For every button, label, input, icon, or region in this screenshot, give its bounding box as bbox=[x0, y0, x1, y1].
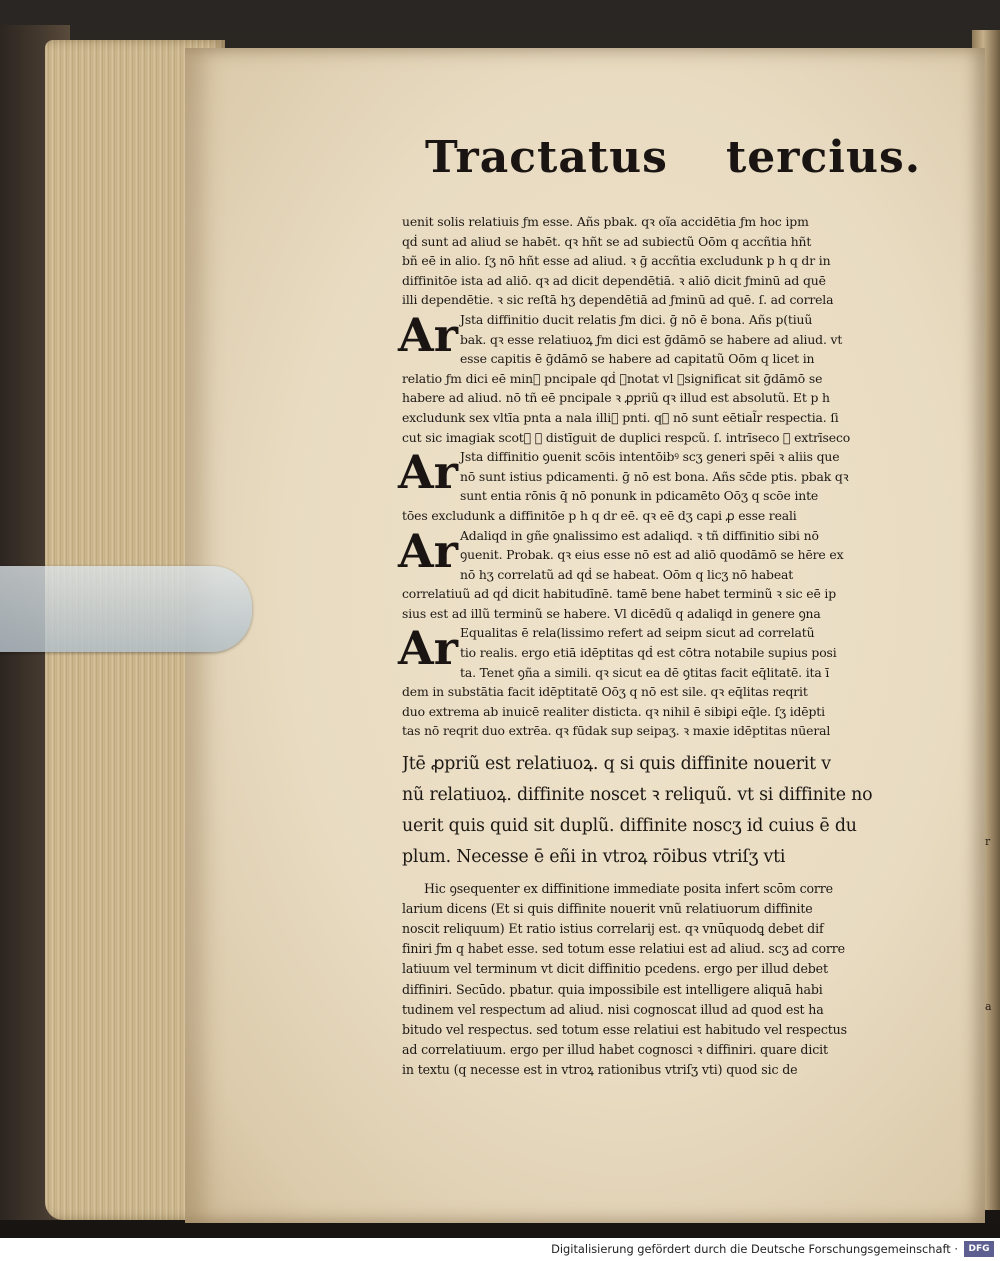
running-title-left: Tractatus bbox=[425, 132, 668, 183]
commentary-line: finiri ƒm q habet esse. sed totum esse relatiui est ad aliud. scʒ ad corre bbox=[402, 941, 845, 957]
dfg-logo-icon: DFG bbox=[964, 1241, 994, 1257]
text-line: diffinitōe ista ad aliō. qꝛ ad dicit dependētiā. ꝛ aliō dicit ƒminū ad quē bbox=[402, 272, 826, 288]
text-line: Adaliqd in gñe ꝯnalissimo est adaliqd. ꝛ tñ diffinitio sibi nō bbox=[460, 527, 819, 543]
text-line: dem in substātia facit idēptitatē Oōʒ q nō est sile. qꝛ eq̄litas reqrit bbox=[402, 684, 808, 700]
text-line: ta. Tenet ꝯña a simili. qꝛ sicut ea dē ꝯtitas facit eq̄litatē. ita ī bbox=[460, 664, 830, 680]
text-line: tōes excludunk a diffinitōe p h q dr eē. qꝛ eē dʒ capi ꝓ esse reali bbox=[402, 507, 797, 523]
text-line: excludunk sex vltīa pnta a nala illi᷑ pnti. qꝛ nō sunt eētial̃r respectia. ſi bbox=[402, 409, 839, 425]
text-line: correlatiuũ ad qḋ dicit habitudīnē. tamē bene habet terminũ ꝛ sic eē ip bbox=[402, 586, 837, 602]
text-line: cut sic imagiak scot᷑ ꝛ distīguit de duplici respcũ. ſ. intrīseco ꝛ extrīseco bbox=[402, 429, 851, 445]
text-line: illi dependētie. ꝛ sic reſtā hʒ dependētiā ad ƒminū ad quē. ſ. ad correla bbox=[402, 292, 834, 308]
commentary-line: ad correlatiuum. ergo per illud habet cognosci ꝛ diffiniri. quare dicit bbox=[402, 1041, 828, 1057]
text-line: qḋ sunt ad aliud se habēt. qꝛ hñt se ad subiectũ Oōm q accñtia hñt bbox=[402, 233, 812, 249]
initial-letter: Ar bbox=[398, 523, 458, 578]
commentary-line: diffiniri. Secūdo. pbatur. quia impossibile est intelligere aliquā habi bbox=[402, 981, 823, 997]
argument-paragraph bbox=[398, 523, 942, 624]
commentary-line: latiuum vel terminum vt dicit diffinitio pcedens. ergo per illud debet bbox=[402, 961, 828, 977]
text-line: sunt entia rōnis q̄ nō ponunk in pdicamēto Oōʒ q scōe inte bbox=[460, 488, 819, 504]
text-lemma-line: plum. Necesse ē eñi in vtroꝝ rōibus vtriſʒ vti bbox=[402, 847, 786, 868]
footer-bar bbox=[0, 1238, 1000, 1261]
commentary-line: bitudo vel respectus. sed totum esse relatiui est habitudo vel respectus bbox=[402, 1021, 847, 1037]
text-line: nō hʒ correlatũ ad qḋ se habeat. Oōm q licʒ nō habeat bbox=[460, 566, 794, 582]
text-line: bak. qꝛ esse relatiuoꝝ ƒm dici est ḡdāmō se habere ad aliud. vt bbox=[460, 331, 843, 347]
text-line: habere ad aliud. nō tñ eē pncipale ꝛ ꝓpriũ qꝛ illud est absolutũ. Et p h bbox=[402, 390, 830, 406]
initial-letter: Ar bbox=[398, 445, 458, 500]
commentary-line: Hic ꝯsequenter ex diffinitione immediate posita infert scōm corre bbox=[424, 881, 833, 897]
text-lemma-line: nũ relatiuoꝝ. diffinite noscet ꝛ reliquũ. vt si diffinite no bbox=[402, 785, 873, 806]
text-line: bñ eē in alio. ſʒ nō hñt esse ad aliud. ꝛ ḡ accñtia excludunk p h q dr in bbox=[402, 253, 831, 269]
facing-page-fragment: r bbox=[985, 835, 991, 848]
page-marker-tab bbox=[0, 566, 252, 652]
text-line: Jsta diffinitio ducit relatis ƒm dici. ḡ nō ē bona. Añs p(tiuũ bbox=[460, 311, 813, 327]
running-title bbox=[425, 132, 921, 183]
commentary-line: in textu (q necesse est in vtroꝝ rationibus vtriſʒ vti) quod sic de bbox=[402, 1061, 798, 1077]
text-line: tio realis. ergo etiā idēptitas qḋ est cōtra notabile supius posi bbox=[460, 645, 837, 661]
text-line: duo extrema ab inuicē realiter disticta. qꝛ nihil ē sibiꝑi eq̄le. ſʒ idēpti bbox=[402, 703, 825, 719]
commentary-line: tudinem vel respectum ad aliud. nisi cognoscat illud ad quod est ha bbox=[402, 1001, 824, 1017]
text-line: tas nō reqrit duo extrēa. qꝛ fūdak sup seipaʒ. ꝛ maxie idēptitas nūeral bbox=[402, 723, 831, 739]
text-line: sius est ad illũ terminũ se habere. Vl dicēdũ q adaliqd in genere ꝯna bbox=[402, 605, 821, 621]
text-line: nō sunt istius pdicamenti. ḡ nō est bona. Añs sc̄de ptis. pbak qꝛ bbox=[460, 468, 849, 484]
initial-letter: Ar bbox=[398, 621, 458, 676]
argument-paragraph bbox=[398, 307, 942, 447]
text-line: esse capitis ē ḡdāmō se habere ad capitatũ Oōm q licet in bbox=[460, 351, 815, 367]
argument-paragraph bbox=[398, 621, 942, 741]
running-title-right: tercius. bbox=[725, 132, 922, 183]
text-column bbox=[398, 212, 942, 1080]
funding-credit: Digitalisierung gefördert durch die Deutsche Forschungsgemeinschaft · bbox=[551, 1242, 958, 1256]
text-lemma-line: Jtē ꝓpriũ est relatiuoꝝ. q si quis diffinite nouerit v bbox=[402, 754, 831, 775]
text-line: ꝯuenit. Probak. qꝛ eius esse nō est ad aliō quodāmō se hēre ex bbox=[460, 547, 844, 563]
text-line: Jsta diffinitio ꝯuenit scōis intentōibꝰ scʒ generi spēi ꝛ aliis que bbox=[460, 449, 840, 465]
argument-paragraph bbox=[398, 445, 942, 525]
text-line: Equalitas ē rela(lissimo refert ad seipm sicut ad correlatũ bbox=[460, 625, 815, 641]
text-line: relatio ƒm dici eē min᷑ pncipale qḋ ꝯnotat vl ꝯsignificat sit ḡdāmō se bbox=[402, 370, 823, 386]
commentary-line: noscit reliquum) Et ratio istius correlarij est. qꝛ vnūquodꝗ debet dif bbox=[402, 921, 824, 937]
initial-letter: Ar bbox=[398, 307, 458, 362]
text-lemma-line: uerit quis quid sit duplũ. diffinite noscʒ id cuius ē du bbox=[402, 816, 857, 837]
facing-page-fragment: a bbox=[985, 1000, 992, 1013]
text-line: uenit solis relatiuis ƒm esse. Añs pbak. qꝛ oĩa accidētia ƒm hoc ipm bbox=[402, 214, 809, 229]
commentary-line: larium dicens (Et si quis diffinite nouerit vnũ relatiuorum diffinite bbox=[402, 901, 813, 917]
